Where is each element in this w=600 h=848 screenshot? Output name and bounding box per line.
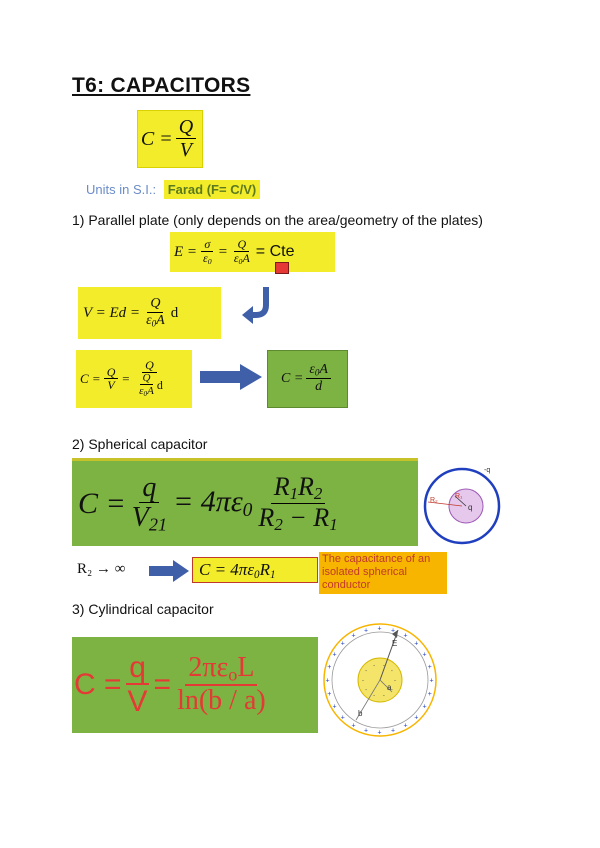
plus-charge: +	[391, 627, 396, 635]
outer-radius-label: R₂	[430, 497, 438, 504]
isolated-sphere-capacitance: $C = 4\pi\varepsilon_0R_1$	[192, 557, 318, 583]
curved-arrow-icon	[240, 285, 276, 325]
spherical-capacitor-diagram	[422, 462, 504, 546]
parallel-capacitance-result: C = $\frac{\varepsilon_0A}{d}$	[267, 350, 348, 408]
plus-charge: +	[327, 664, 332, 671]
voltage-equation: V = Ed = $\frac{Q}{\varepsilon_0A}$ d	[78, 287, 221, 339]
inner-radius-a-label: a	[387, 683, 392, 692]
cylindrical-heading: 3) Cylindrical capacitor	[72, 601, 214, 617]
plus-charge: +	[332, 703, 337, 711]
plus-charge: +	[325, 677, 330, 685]
plus-charge: +	[427, 664, 432, 671]
spherical-heading: 2) Spherical capacitor	[72, 436, 208, 452]
plus-charge: +	[364, 727, 369, 735]
minus-charge: -	[365, 668, 368, 675]
minus-charge: -	[373, 693, 376, 700]
minus-charge: -	[373, 662, 376, 669]
plus-charge: +	[340, 640, 345, 648]
inner-radius-label: R₁	[455, 493, 463, 500]
plus-charge: +	[427, 691, 432, 698]
plus-charge: +	[403, 632, 408, 640]
field-equation: E = $\frac{\sigma}{\varepsilon_0}$ = $\frac{Q}{\varepsilon_0A}$ = Cte	[170, 232, 335, 272]
plus-charge: +	[340, 714, 345, 722]
cylindrical-capacitor-diagram	[320, 620, 442, 738]
minus-charge: -	[382, 662, 385, 669]
spherical-capacitance-equation: C = $\frac{q}{V_{21}}$ = $4\pi\varepsilon_0$ $\frac{R_1R_2}{R_2 - R_1}$	[72, 458, 418, 546]
plus-charge: +	[351, 632, 356, 640]
minus-charge: -	[394, 678, 396, 684]
minus-charge: -	[382, 693, 385, 700]
parallel-capacitance-derivation: C = $\frac{Q}{V}$ = Q $\frac{Q}{\varepsilon_0A}$ d	[76, 350, 192, 408]
plus-charge: +	[377, 625, 382, 633]
plus-charge: +	[391, 727, 396, 735]
plus-charge: +	[422, 651, 427, 659]
plus-charge: +	[332, 651, 337, 659]
units-line	[86, 182, 260, 197]
minus-charge: -	[390, 668, 393, 675]
minus-charge: -	[362, 678, 364, 684]
capacitance-definition: C = $\frac{Q}{V}$	[137, 110, 203, 168]
plus-charge: +	[351, 722, 356, 730]
inner-charge-label: q	[468, 503, 473, 512]
isolated-sphere-note: The capacitance of an isolated spherical conductor	[319, 552, 447, 594]
plus-charge: +	[377, 729, 382, 737]
right-arrow-icon	[149, 560, 189, 582]
page-title: T6: CAPACITORS	[72, 74, 251, 97]
parallel-heading: 1) Parallel plate (only depends on the area/geometry of the plates)	[72, 212, 483, 228]
plus-charge: +	[327, 691, 332, 698]
units-label: Units in S.I.:	[86, 182, 157, 197]
minus-charge: -	[390, 687, 393, 694]
cylindrical-capacitance-equation: C = $\frac{q}{V}$ = $\frac{2\pi\varepsilon_oL}{\ln(b / a)}$	[72, 637, 318, 733]
plus-charge: +	[429, 677, 434, 685]
outer-radius-b-label: b	[358, 709, 363, 718]
plus-charge: +	[403, 722, 408, 730]
right-arrow-icon	[200, 364, 262, 390]
cte-text: = Cte	[255, 243, 295, 260]
field-label: E	[392, 639, 398, 648]
minus-charge: -	[365, 687, 368, 694]
marker-icon	[275, 262, 289, 274]
plus-charge: +	[422, 703, 427, 711]
limit-condition: R₂ → ∞	[77, 561, 126, 577]
plus-charge: +	[364, 627, 369, 635]
plus-charge: +	[414, 640, 419, 648]
units-value: Farad (F= C/V)	[164, 180, 261, 199]
outer-charge-label: -q	[484, 467, 491, 474]
plus-charge: +	[414, 714, 419, 722]
